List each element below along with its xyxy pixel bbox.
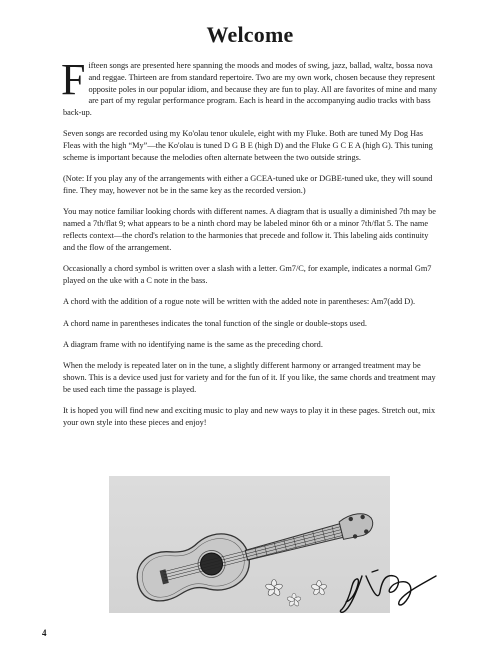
body-text (61, 55, 439, 438)
paragraph-1 (61, 55, 439, 119)
paragraph-2: Seven songs are recorded using my Ko'olau tenor ukulele, eight with my Fluke. Both are tuned My Dog Has Fleas with the high “My”—the Ko'olau is tuned D G B E (high D) and the Fluke G C E A (high G). This tuning scheme is important because the melodies often alternate between the two outside strings. (63, 129, 433, 163)
paragraph-3: (Note: If you play any of the arrangements with either a GCEA-tuned uke or DGBE-tuned uke, they will sound fine. They may, however not be in the same key as the recorded version.) (63, 174, 433, 196)
paragraph-5: Occasionally a chord symbol is written over a slash with a letter. Gm7/C, for example, indicates a normal Gm7 played on the uke with a C note in the bass. (63, 264, 432, 285)
paragraph-7: A chord name in parentheses indicates the tonal function of the single or double-stops used. (63, 318, 367, 328)
page-title: Welcome (206, 22, 294, 47)
drop-cap: F (61, 55, 86, 104)
paragraph-1-text: ifteen songs are presented here spanning the moods and modes of swing, jazz, ballad, waltz, bossa nova and reggae. Thirteen are from standard repertoire. Two are my own work, chosen because they represent opposite poles in our popular idiom, and because they are fun to play. All are favorites of mine and many are part of my regular performance program. Each is heard in the accompanying audio tracks with bass back-up. (63, 61, 438, 118)
paragraph-6: A chord with the addition of a rogue note will be written with the added note in parentheses: Am7(add D). (63, 297, 416, 307)
paragraph-10: It is hoped you will find new and exciting music to play and new ways to play it in these pages. Stretch out, mix your own style into these pieces and enjoy! (63, 406, 436, 427)
paragraph-9: When the melody is repeated later on in the tune, a slightly different harmony or arranged treatment may be shown. This is a device used just for variety and for the fun of it. If you like, the same chords and treatment may be used each time the passage is played. (63, 361, 436, 394)
page-number: 4 (42, 628, 47, 638)
flower-decoration (265, 580, 327, 607)
signature-icon (338, 562, 448, 622)
paragraph-4: You may notice familiar looking chords with different names. A diagram that is usually a diminished 7th may be named a 7th/flat 9; what appears to be a ninth chord may be labeled minor 6th or a minor 7th/flat 5. The name reflects context—the chord's relation to the harmonies that precede and follow it. This labeling aids continuity and the flow of the arrangement. (63, 207, 436, 252)
paragraph-8: A diagram frame with no identifying name is the same as the preceding chord. (63, 339, 323, 349)
